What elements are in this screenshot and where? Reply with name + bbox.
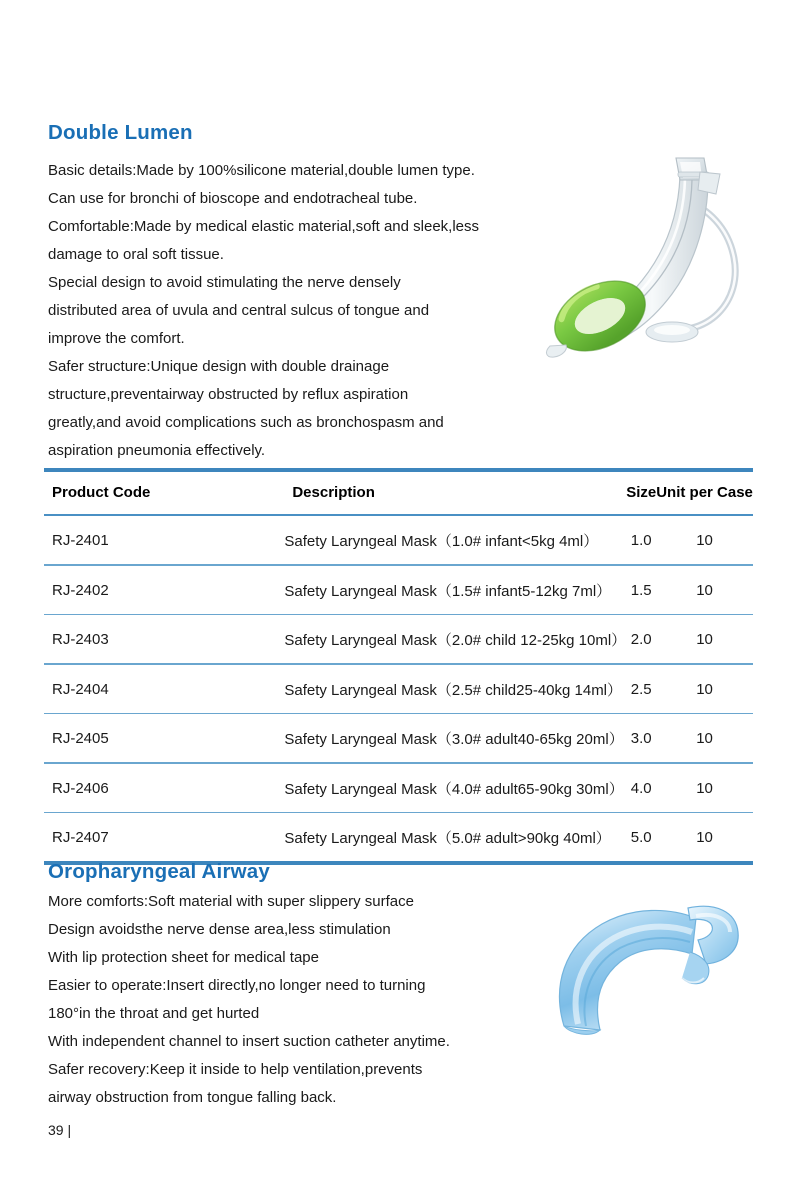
table-row xyxy=(44,516,753,564)
table-row xyxy=(44,615,753,663)
body-line: Basic details:Made by 100%silicone material,double lumen type. xyxy=(48,162,475,179)
body-line: Safer recovery:Keep it inside to help ventilation,prevents xyxy=(48,1061,423,1078)
cell-size: 2.0 xyxy=(630,631,652,648)
table-row xyxy=(44,665,753,713)
table-row xyxy=(44,566,753,614)
cell-size: 3.0 xyxy=(630,730,652,747)
cell-unit-per-case: 10 xyxy=(696,532,713,549)
cell-unit-per-case: 10 xyxy=(696,730,713,747)
cell-product-code: RJ-2406 xyxy=(52,779,109,797)
section-heading-oropharyngeal-airway: Oropharyngeal Airway xyxy=(48,860,270,883)
cell-size: 4.0 xyxy=(630,779,652,797)
body-line: structure,preventairway obstructed by reflux aspiration xyxy=(48,386,409,403)
cell-description: Safety Laryngeal Mask（2.5# child25-40kg 14ml） xyxy=(284,681,623,699)
body-line: greatly,and avoid complications such as bronchospasm and xyxy=(48,414,444,431)
cell-unit-per-case: 10 xyxy=(696,631,713,648)
body-line: damage to oral soft tissue. xyxy=(48,246,224,263)
cell-size: 1.5 xyxy=(630,581,652,599)
cell-description: Safety Laryngeal Mask（1.5# infant5-12kg 7ml） xyxy=(284,582,612,600)
body-line: Comfortable:Made by medical elastic material,soft and sleek,less xyxy=(48,218,480,235)
body-line: distributed area of uvula and central sulcus of tongue and xyxy=(48,302,430,319)
body-line: aspiration pneumonia effectively. xyxy=(48,442,266,459)
body-line: Design avoidsthe nerve dense area,less stimulation xyxy=(48,921,391,938)
table-header-row xyxy=(44,472,753,514)
cell-description: Safety Laryngeal Mask（1.0# infant<5kg 4ml） xyxy=(284,533,599,550)
cell-unit-per-case: 10 xyxy=(696,581,713,599)
cell-size: 1.0 xyxy=(630,532,652,549)
table-body xyxy=(44,516,753,865)
cell-size: 2.5 xyxy=(630,680,652,698)
table-row xyxy=(44,813,753,861)
product-spec-table xyxy=(44,468,753,865)
table-row xyxy=(44,764,753,812)
section-body-double-lumen xyxy=(48,157,548,465)
body-line: With independent channel to insert suction catheter anytime. xyxy=(48,1033,450,1050)
product-image-laryngeal-mask xyxy=(528,150,768,365)
body-line: Can use for bronchi of bioscope and endotracheal tube. xyxy=(48,190,418,207)
section-heading-double-lumen: Double Lumen xyxy=(48,121,193,144)
cell-product-code: RJ-2407 xyxy=(52,829,109,846)
cell-product-code: RJ-2401 xyxy=(52,532,109,549)
cell-product-code: RJ-2402 xyxy=(52,581,109,599)
cell-unit-per-case: 10 xyxy=(696,779,713,797)
cell-description: Safety Laryngeal Mask（5.0# adult>90kg 40ml） xyxy=(284,830,611,847)
cell-product-code: RJ-2405 xyxy=(52,730,109,747)
cell-product-code: RJ-2403 xyxy=(52,631,109,648)
column-header-description: Description xyxy=(292,484,375,501)
table-head xyxy=(44,468,753,516)
product-image-oropharyngeal-airway xyxy=(530,892,770,1042)
cell-description: Safety Laryngeal Mask（2.0# child 12-25kg 10ml） xyxy=(284,632,627,649)
cell-size: 5.0 xyxy=(630,829,652,846)
cell-description: Safety Laryngeal Mask（4.0# adult65-90kg 30ml） xyxy=(284,780,624,798)
body-line: With lip protection sheet for medical tape xyxy=(48,949,319,966)
cell-description: Safety Laryngeal Mask（3.0# adult40-65kg 20ml） xyxy=(284,731,624,748)
body-line: Special design to avoid stimulating the nerve densely xyxy=(48,274,401,291)
body-line: More comforts:Soft material with super slippery surface xyxy=(48,893,414,910)
page-number: 39 | xyxy=(48,1122,72,1138)
body-line: airway obstruction from tongue falling back. xyxy=(48,1089,337,1106)
body-line: improve the comfort. xyxy=(48,330,185,347)
table-row xyxy=(44,714,753,762)
body-line: Easier to operate:Insert directly,no longer need to turning xyxy=(48,977,426,994)
cell-unit-per-case: 10 xyxy=(696,680,713,698)
cell-unit-per-case: 10 xyxy=(696,829,713,846)
column-header-unit-per-case: Unit per Case xyxy=(656,484,753,501)
cell-product-code: RJ-2404 xyxy=(52,680,109,698)
section-body-oropharyngeal-airway xyxy=(48,888,518,1112)
column-header-product-code: Product Code xyxy=(52,484,151,501)
body-line: Safer structure:Unique design with double drainage xyxy=(48,358,390,375)
body-line: 180°in the throat and get hurted xyxy=(48,1005,260,1022)
column-header-size: Size xyxy=(626,484,657,501)
